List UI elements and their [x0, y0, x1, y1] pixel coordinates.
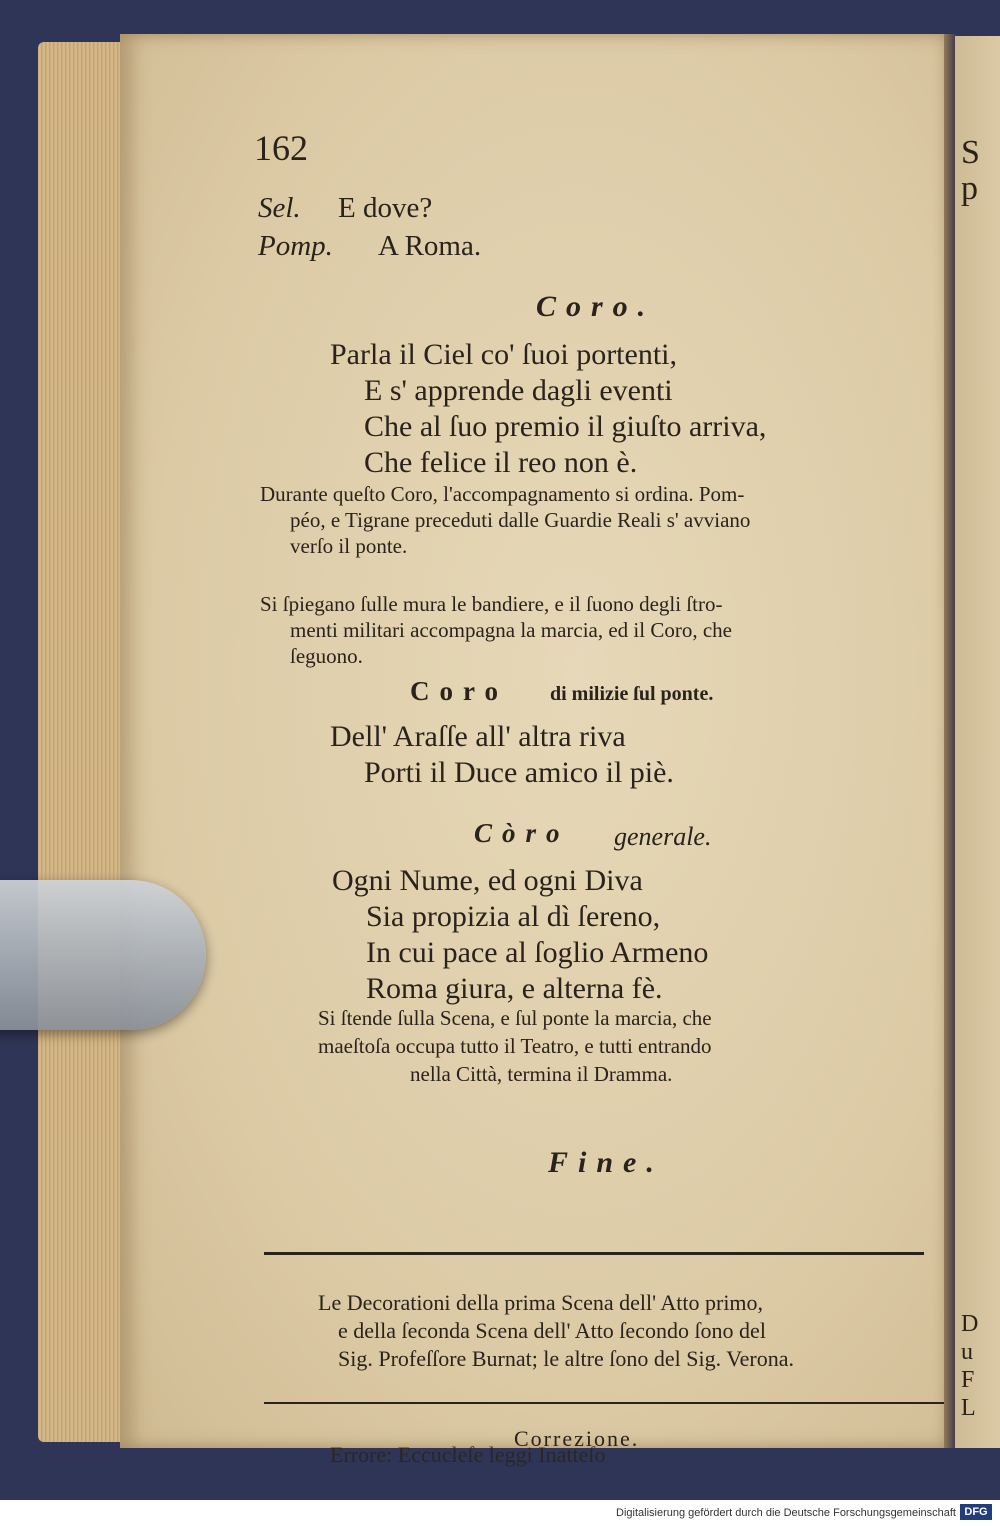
stage-direction-line: péo, e Tigrane preceduti dalle Guardie Reali s' avviano — [290, 508, 751, 532]
verse-line: Sia propizia al dì ſereno, — [366, 900, 661, 933]
stage-direction-line: Si ſtende ſulla Scena, e ſul ponte la marcia, che — [318, 1006, 712, 1030]
verse-line: Parla il Ciel co' ſuoi portenti, — [330, 338, 678, 371]
horizontal-rule — [264, 1402, 944, 1404]
verse-line: Dell' Araſſe all' altra riva — [330, 720, 626, 753]
holding-finger — [0, 880, 206, 1030]
verse-line: Roma giura, e alterna fè. — [366, 972, 663, 1005]
stage-direction-line: Si ſpiegano ſulle mura le bandiere, e il ſuono degli ſtro- — [260, 592, 723, 616]
note-line: e della ſeconda Scena dell' Atto ſecondo ſono del — [338, 1318, 766, 1343]
coro-heading: Coro — [410, 676, 508, 706]
edge-letter: D — [961, 1311, 979, 1337]
stage-direction-line: nella Città, termina il Dramma. — [410, 1062, 673, 1086]
horizontal-rule — [264, 1252, 924, 1255]
verse-line: Che felice il reo non è. — [364, 446, 638, 479]
verse-line: In cui pace al ſoglio Armeno — [366, 936, 709, 969]
coro-subheading: generale. — [614, 822, 712, 851]
edge-letter: F — [961, 1367, 975, 1393]
dfg-credit: Digitalisierung gefördert durch die Deutsche Forschungsgemeinschaft — [616, 1507, 956, 1519]
edge-letter: L — [961, 1395, 976, 1421]
edge-letter: S — [961, 134, 980, 171]
stage-direction-line: verſo il ponte. — [290, 534, 408, 558]
verse-line: Porti il Duce amico il piè. — [364, 756, 674, 789]
edge-letter: p — [961, 170, 978, 207]
verse-line: Che al ſuo premio il giuſto arriva, — [364, 410, 767, 443]
correzione-line-cropped — [330, 1444, 605, 1448]
edge-letter: u — [961, 1339, 973, 1365]
stage-direction-line: ſeguono. — [290, 644, 363, 668]
correzione-heading: Correzione. — [514, 1426, 640, 1451]
page-number: 162 — [254, 128, 308, 168]
line-pomp: A Roma. — [378, 230, 482, 262]
next-page-edge — [955, 36, 1000, 1448]
verse-line: E s' apprende dagli eventi — [364, 374, 673, 407]
note-line: Le Decorationi della prima Scena dell' Atto primo, — [318, 1290, 764, 1315]
stage-direction-line: maeſtoſa occupa tutto il Teatro, e tutti entrando — [318, 1034, 712, 1058]
note-line: Sig. Profeſſore Burnat; le altre ſono del Sig. Verona. — [338, 1346, 795, 1371]
stage-direction-line: menti militari accompagna la marcia, ed il Coro, che — [290, 618, 732, 642]
line-sel: E dove? — [338, 192, 433, 224]
fine-heading: Fine. — [548, 1146, 664, 1179]
stage-direction-line: Durante queſto Coro, l'accompagnamento si ordina. Pom- — [260, 482, 745, 506]
coro-heading: Còro — [474, 818, 570, 848]
speaker-sel: Sel. — [258, 192, 301, 224]
dfg-logo-icon: DFG — [960, 1504, 992, 1520]
coro-heading: Coro. — [536, 290, 656, 323]
coro-subheading: di milizie ſul ponte. — [550, 683, 714, 705]
book-page — [120, 34, 950, 1451]
speaker-pomp: Pomp. — [258, 230, 333, 262]
verse-line: Ogni Nume, ed ogni Diva — [332, 864, 643, 897]
